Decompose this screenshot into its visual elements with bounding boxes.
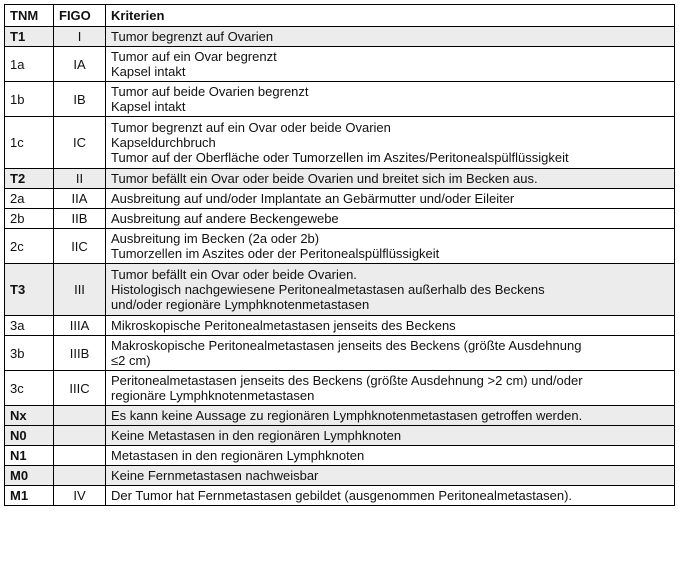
kriterien-line: Keine Fernmetastasen nachweisbar (111, 468, 319, 483)
staging-table (4, 4, 675, 506)
table-row (5, 209, 675, 229)
cell-figo: III (54, 264, 106, 316)
cell-tnm: 1b (5, 82, 54, 117)
staging-table-container (4, 4, 675, 506)
cell-kriterien (106, 229, 675, 264)
table-row (5, 316, 675, 336)
table-row (5, 264, 675, 316)
cell-figo (54, 406, 106, 426)
kriterien-line: Makroskopische Peritonealmetastasen jenseits des Beckens (größte Ausdehnung (111, 338, 582, 353)
cell-kriterien (106, 446, 675, 466)
cell-kriterien (106, 466, 675, 486)
cell-tnm: M1 (5, 486, 54, 506)
kriterien-line: Tumor begrenzt auf ein Ovar oder beide Ovarien (111, 120, 391, 135)
kriterien-line: Tumor begrenzt auf Ovarien (111, 29, 274, 44)
table-row (5, 406, 675, 426)
kriterien-line: und/oder regionäre Lymphknotenmetastasen (111, 297, 370, 312)
table-row (5, 466, 675, 486)
kriterien-line: Kapseldurchbruch (111, 135, 216, 150)
table-header-row (5, 5, 675, 27)
kriterien-line: Ausbreitung im Becken (2a oder 2b) (111, 231, 320, 246)
cell-figo: IC (54, 117, 106, 169)
table-row (5, 82, 675, 117)
header-kriterien: Kriterien (106, 5, 675, 27)
kriterien-line: Kapsel intakt (111, 99, 186, 114)
kriterien-line: Mikroskopische Peritonealmetastasen jenseits des Beckens (111, 318, 456, 333)
cell-figo: IIIB (54, 336, 106, 371)
cell-kriterien (106, 316, 675, 336)
cell-figo: IB (54, 82, 106, 117)
cell-kriterien (106, 486, 675, 506)
cell-tnm: 2a (5, 189, 54, 209)
cell-tnm: 1c (5, 117, 54, 169)
cell-figo: IIB (54, 209, 106, 229)
table-row (5, 371, 675, 406)
cell-kriterien (106, 47, 675, 82)
kriterien-line: Ausbreitung auf andere Beckengewebe (111, 211, 339, 226)
cell-figo: IIIC (54, 371, 106, 406)
cell-figo (54, 466, 106, 486)
table-row (5, 426, 675, 446)
cell-kriterien (106, 371, 675, 406)
cell-tnm: N0 (5, 426, 54, 446)
cell-tnm: 3c (5, 371, 54, 406)
table-row (5, 189, 675, 209)
cell-figo: II (54, 169, 106, 189)
kriterien-line: Tumor auf beide Ovarien begrenzt (111, 84, 309, 99)
cell-tnm: 2b (5, 209, 54, 229)
cell-tnm: T2 (5, 169, 54, 189)
table-row (5, 336, 675, 371)
table-row (5, 47, 675, 82)
header-tnm: TNM (5, 5, 54, 27)
header-figo: FIGO (54, 5, 106, 27)
cell-kriterien (106, 27, 675, 47)
cell-figo (54, 426, 106, 446)
table-row (5, 169, 675, 189)
cell-tnm: N1 (5, 446, 54, 466)
cell-kriterien (106, 264, 675, 316)
kriterien-line: Ausbreitung auf und/oder Implantate an Gebärmutter und/oder Eileiter (111, 191, 515, 206)
kriterien-line: Tumor auf ein Ovar begrenzt (111, 49, 277, 64)
cell-tnm: T1 (5, 27, 54, 47)
kriterien-line: Keine Metastasen in den regionären Lymphknoten (111, 428, 402, 443)
cell-tnm: Nx (5, 406, 54, 426)
kriterien-line: Tumorzellen im Aszites oder der Peritonealspülflüssigkeit (111, 246, 440, 261)
kriterien-line: Metastasen in den regionären Lymphknoten (111, 448, 365, 463)
cell-tnm: 3a (5, 316, 54, 336)
table-row (5, 446, 675, 466)
kriterien-line: ≤2 cm) (111, 353, 151, 368)
cell-figo: IA (54, 47, 106, 82)
cell-kriterien (106, 209, 675, 229)
table-row (5, 486, 675, 506)
cell-kriterien (106, 336, 675, 371)
cell-figo: IV (54, 486, 106, 506)
kriterien-line: Kapsel intakt (111, 64, 186, 79)
kriterien-line: Der Tumor hat Fernmetastasen gebildet (ausgenommen Peritonealmetastasen). (111, 488, 573, 503)
cell-kriterien (106, 169, 675, 189)
table-row (5, 229, 675, 264)
kriterien-line: Es kann keine Aussage zu regionären Lymphknotenmetastasen getroffen werden. (111, 408, 583, 423)
kriterien-line: Tumor auf der Oberfläche oder Tumorzellen im Aszites/Peritonealspülflüssigkeit (111, 150, 569, 165)
cell-figo (54, 446, 106, 466)
kriterien-line: Tumor befällt ein Ovar oder beide Ovarien. (111, 267, 357, 282)
cell-figo: IIA (54, 189, 106, 209)
cell-tnm: M0 (5, 466, 54, 486)
cell-figo: IIIA (54, 316, 106, 336)
cell-kriterien (106, 189, 675, 209)
cell-tnm: T3 (5, 264, 54, 316)
cell-kriterien (106, 117, 675, 169)
cell-kriterien (106, 82, 675, 117)
cell-kriterien (106, 406, 675, 426)
table-row (5, 117, 675, 169)
cell-figo: IIC (54, 229, 106, 264)
cell-tnm: 2c (5, 229, 54, 264)
cell-tnm: 1a (5, 47, 54, 82)
table-body (5, 27, 675, 506)
cell-tnm: 3b (5, 336, 54, 371)
kriterien-line: Peritonealmetastasen jenseits des Beckens (größte Ausdehnung >2 cm) und/oder (111, 373, 583, 388)
kriterien-line: Histologisch nachgewiesene Peritonealmetastasen außerhalb des Beckens (111, 282, 545, 297)
kriterien-line: Tumor befällt ein Ovar oder beide Ovarien und breitet sich im Becken aus. (111, 171, 538, 186)
table-row (5, 27, 675, 47)
cell-figo: I (54, 27, 106, 47)
kriterien-line: regionäre Lymphknotenmetastasen (111, 388, 315, 403)
cell-kriterien (106, 426, 675, 446)
